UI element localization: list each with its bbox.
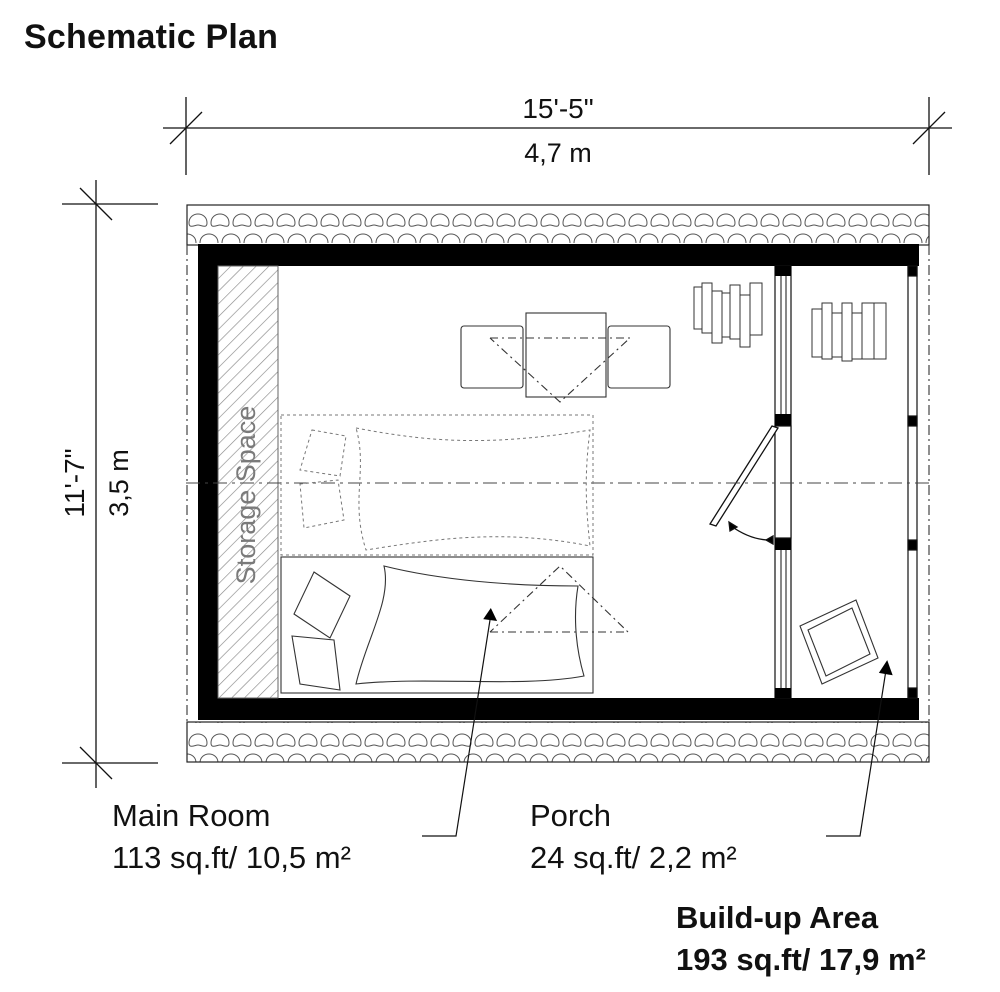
page-title: Schematic Plan [24,18,279,56]
build-up-area: 193 sq.ft/ 17,9 m² [676,942,926,977]
roof-tiles-bottom [187,722,929,762]
bed-lower [281,557,628,693]
porch-railing [908,266,917,698]
porch-area: 24 sq.ft/ 2,2 m² [530,840,737,875]
build-up-label: Build-up Area [676,900,879,935]
dining-set [461,313,670,402]
partition-wall [775,266,791,698]
door-swing [710,426,778,544]
roof-tiles-top [187,205,929,245]
porch-label: Porch [530,798,611,833]
storage-label: Storage Space [231,405,261,585]
width-imperial-label: 15'-5" [522,93,594,124]
depth-metric-label: 3,5 m [104,449,134,517]
porch-chair [800,600,878,684]
main-room-area: 113 sq.ft/ 10,5 m² [112,840,351,875]
width-metric-label: 4,7 m [524,138,592,168]
bed-upper [281,415,593,555]
depth-imperial-label: 11'-7" [59,448,90,518]
main-room-label: Main Room [112,798,271,833]
